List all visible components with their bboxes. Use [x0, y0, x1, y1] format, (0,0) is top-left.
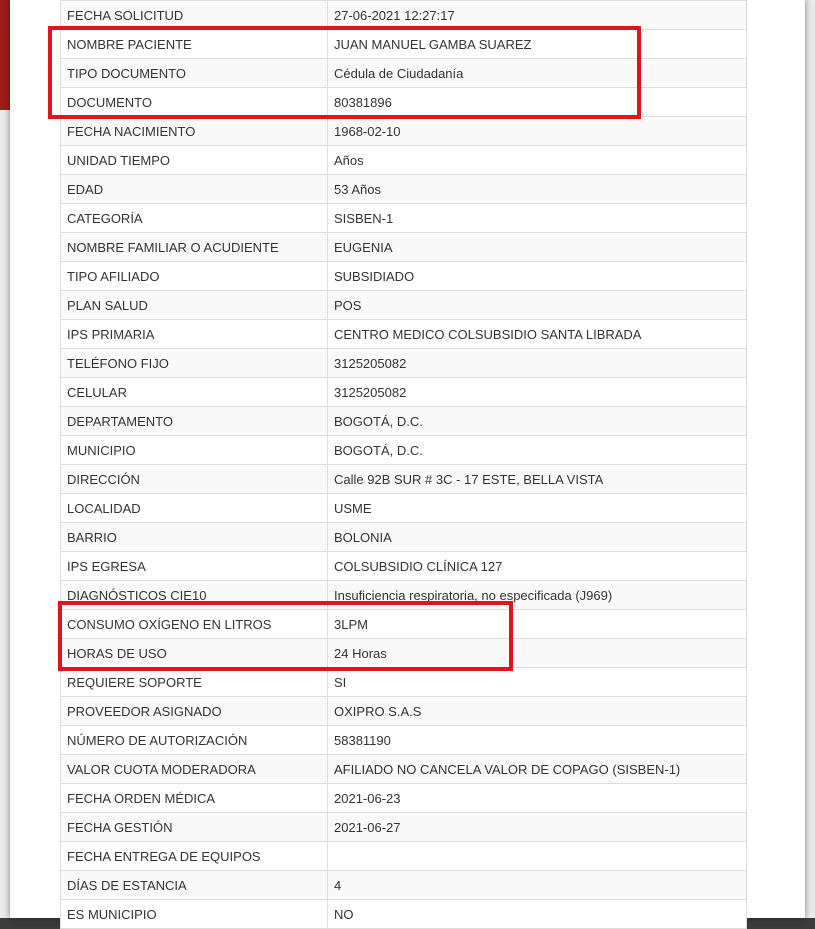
field-label: PROVEEDOR ASIGNADO	[61, 697, 328, 726]
table-row	[61, 900, 747, 929]
field-value: COLSUBSIDIO CLÍNICA 127	[328, 552, 747, 581]
field-value: 58381190	[328, 726, 747, 755]
field-label: NÚMERO DE AUTORIZACIÓN	[61, 726, 328, 755]
field-label: BARRIO	[61, 523, 328, 552]
field-label: LOCALIDAD	[61, 494, 328, 523]
field-value: BOGOTÁ, D.C.	[328, 436, 747, 465]
field-label: EDAD	[61, 175, 328, 204]
field-label: DIRECCIÓN	[61, 465, 328, 494]
field-label: CATEGORÍA	[61, 204, 328, 233]
field-value: AFILIADO NO CANCELA VALOR DE COPAGO (SISBEN-1)	[328, 755, 747, 784]
table-row	[61, 581, 747, 610]
table-row	[61, 146, 747, 175]
field-value: 3125205082	[328, 378, 747, 407]
field-label: UNIDAD TIEMPO	[61, 146, 328, 175]
field-value: 2021-06-27	[328, 813, 747, 842]
field-label: FECHA ORDEN MÉDICA	[61, 784, 328, 813]
background-right-strip	[805, 0, 815, 918]
table-row	[61, 871, 747, 900]
field-value: 3125205082	[328, 349, 747, 378]
table-row	[61, 349, 747, 378]
field-value: USME	[328, 494, 747, 523]
table-row	[61, 523, 747, 552]
field-label: NOMBRE FAMILIAR O ACUDIENTE	[61, 233, 328, 262]
field-label: TIPO DOCUMENTO	[61, 59, 328, 88]
field-label: HORAS DE USO	[61, 639, 328, 668]
field-label: CELULAR	[61, 378, 328, 407]
field-label: MUNICIPIO	[61, 436, 328, 465]
field-label: FECHA GESTIÓN	[61, 813, 328, 842]
field-label: ES MUNICIPIO	[61, 900, 328, 929]
field-value: 3LPM	[328, 610, 747, 639]
table-row	[61, 465, 747, 494]
field-value: 53 Años	[328, 175, 747, 204]
field-label: TIPO AFILIADO	[61, 262, 328, 291]
table-row	[61, 697, 747, 726]
table-row	[61, 204, 747, 233]
field-value: Insuficiencia respiratoria, no especificada (J969)	[328, 581, 747, 610]
field-label: IPS PRIMARIA	[61, 320, 328, 349]
field-label: FECHA ENTREGA DE EQUIPOS	[61, 842, 328, 871]
field-label: CONSUMO OXÍGENO EN LITROS	[61, 610, 328, 639]
field-value: EUGENIA	[328, 233, 747, 262]
field-label: FECHA NACIMIENTO	[61, 117, 328, 146]
table-row	[61, 175, 747, 204]
field-label: DÍAS DE ESTANCIA	[61, 871, 328, 900]
table-row	[61, 668, 747, 697]
table-row	[61, 552, 747, 581]
field-value: OXIPRO S.A.S	[328, 697, 747, 726]
table-row	[61, 726, 747, 755]
table-row	[61, 88, 747, 117]
field-value: Cédula de Ciudadanía	[328, 59, 747, 88]
field-label: FECHA SOLICITUD	[61, 1, 328, 30]
field-value: 80381896	[328, 88, 747, 117]
field-label: VALOR CUOTA MODERADORA	[61, 755, 328, 784]
field-label: DOCUMENTO	[61, 88, 328, 117]
table-row	[61, 233, 747, 262]
field-value: JUAN MANUEL GAMBA SUAREZ	[328, 30, 747, 59]
table-row	[61, 639, 747, 668]
field-value: Años	[328, 146, 747, 175]
field-value: NO	[328, 900, 747, 929]
field-value: POS	[328, 291, 747, 320]
table-row	[61, 610, 747, 639]
table-row	[61, 291, 747, 320]
background-red-bar	[0, 0, 10, 110]
field-label: REQUIERE SOPORTE	[61, 668, 328, 697]
detail-modal	[10, 0, 805, 922]
field-label: DIAGNÓSTICOS CIE10	[61, 581, 328, 610]
field-value: 24 Horas	[328, 639, 747, 668]
table-row	[61, 1, 747, 30]
table-row	[61, 59, 747, 88]
field-value: 27-06-2021 12:27:17	[328, 1, 747, 30]
patient-details-table	[60, 0, 747, 929]
table-row	[61, 262, 747, 291]
field-value: SUBSIDIADO	[328, 262, 747, 291]
field-value: BOLONIA	[328, 523, 747, 552]
background-left-strip	[0, 110, 10, 918]
field-value: SISBEN-1	[328, 204, 747, 233]
field-label: TELÉFONO FIJO	[61, 349, 328, 378]
field-value: CENTRO MEDICO COLSUBSIDIO SANTA LIBRADA	[328, 320, 747, 349]
field-value: BOGOTÁ, D.C.	[328, 407, 747, 436]
field-value	[328, 842, 747, 871]
table-row	[61, 407, 747, 436]
field-value: Calle 92B SUR # 3C - 17 ESTE, BELLA VISTA	[328, 465, 747, 494]
table-row	[61, 755, 747, 784]
table-row	[61, 813, 747, 842]
table-row	[61, 320, 747, 349]
field-value: 1968-02-10	[328, 117, 747, 146]
field-label: NOMBRE PACIENTE	[61, 30, 328, 59]
field-label: PLAN SALUD	[61, 291, 328, 320]
table-row	[61, 494, 747, 523]
field-label: DEPARTAMENTO	[61, 407, 328, 436]
table-row	[61, 436, 747, 465]
field-value: 4	[328, 871, 747, 900]
table-row	[61, 842, 747, 871]
field-value: 2021-06-23	[328, 784, 747, 813]
field-label: IPS EGRESA	[61, 552, 328, 581]
table-row	[61, 378, 747, 407]
table-row	[61, 784, 747, 813]
table-row	[61, 117, 747, 146]
field-value: SI	[328, 668, 747, 697]
table-row	[61, 30, 747, 59]
